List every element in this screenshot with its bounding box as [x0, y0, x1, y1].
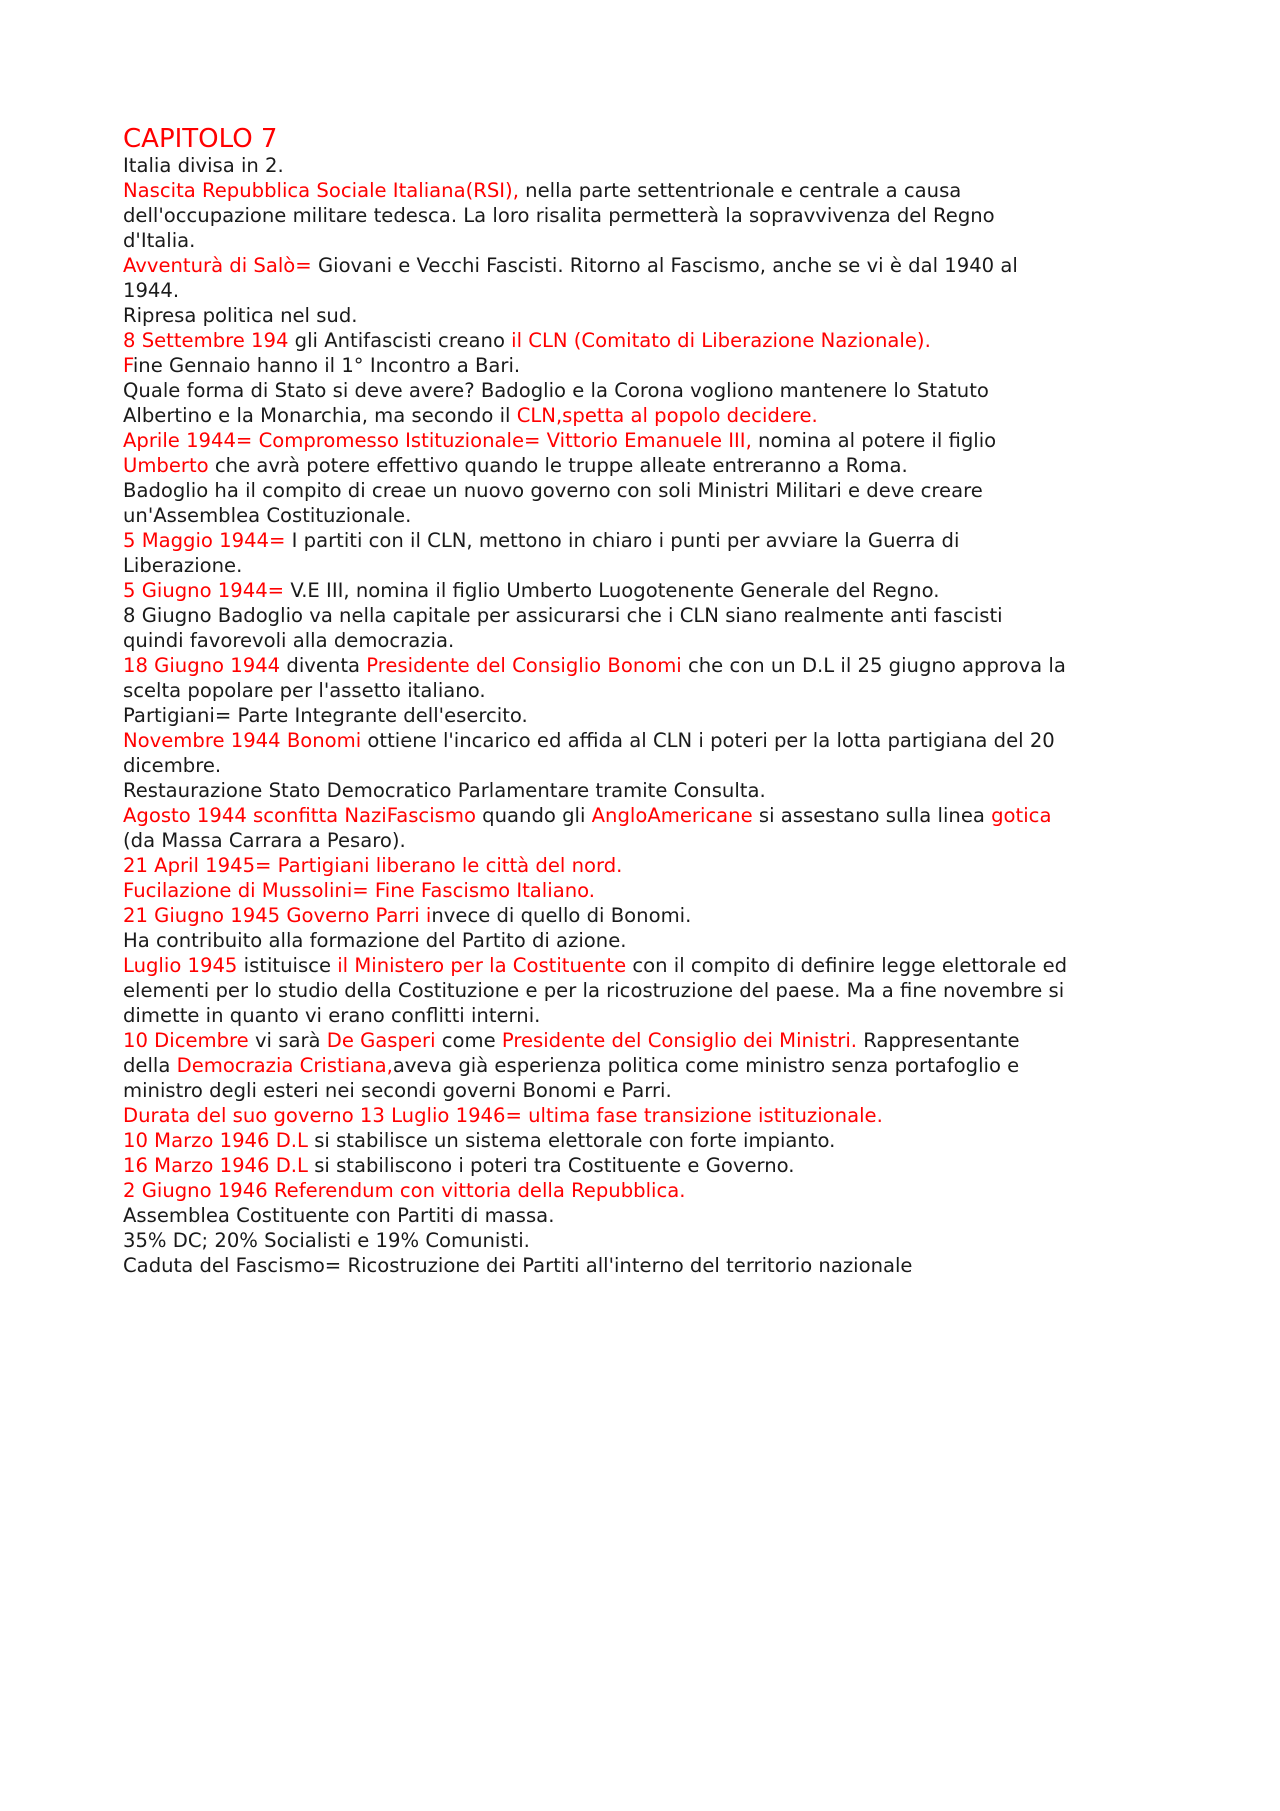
body-text: elementi per lo studio della Costituzione e per la ricostruzione del paese. Ma a fine novembre si	[123, 979, 1065, 1002]
text-line	[123, 878, 1243, 903]
text-line	[123, 778, 1243, 803]
text-line	[123, 378, 1243, 403]
body-text: un'Assemblea Costituzionale.	[123, 504, 412, 527]
text-line	[123, 1153, 1243, 1178]
highlighted-text: AngloAmericane	[591, 804, 753, 827]
text-line	[123, 203, 1243, 228]
body-text: diventa	[280, 654, 367, 677]
text-line	[123, 178, 1243, 203]
body-text: che avrà potere effettivo quando le truppe alleate entreranno a Roma.	[208, 454, 908, 477]
highlighted-text: 10 Marzo 1946 D.L	[123, 1129, 308, 1152]
body-text: d'Italia.	[123, 229, 196, 252]
text-line	[123, 1228, 1243, 1253]
body-text: dicembre.	[123, 754, 222, 777]
body-text: dell'occupazione militare tedesca. La loro risalita permetterà la sopravvivenza del Regno	[123, 204, 995, 227]
text-line	[123, 578, 1243, 603]
body-text: V.E III, nomina il figlio Umberto Luogotenente Generale del Regno.	[284, 579, 940, 602]
body-text: Assemblea Costituente con Partiti di massa.	[123, 1204, 555, 1227]
body-text: Ha contribuito alla formazione del Partito di azione.	[123, 929, 627, 952]
body-text: si stabilisce un sistema elettorale con forte impianto.	[307, 1129, 836, 1152]
highlighted-text: Agosto 1944 sconfitta NaziFascismo	[123, 804, 476, 827]
highlighted-text: Novembre 1944 Bonomi	[123, 729, 362, 752]
body-text: ottiene l'incarico ed affida al CLN i poteri per la lotta partigiana del 20	[361, 729, 1055, 752]
highlighted-text: Presidente del Consiglio Bonomi	[366, 654, 682, 677]
highlighted-text: CLN,spetta al popolo decidere.	[516, 404, 818, 427]
highlighted-text: 2 Giugno 1946 Referendum con vittoria della Repubblica.	[123, 1179, 686, 1202]
highlighted-text: Aprile 1944= Compromesso Istituzionale= Vittorio Emanuele III,	[123, 429, 752, 452]
chapter-title: CAPITOLO 7	[123, 124, 278, 154]
body-text: con il compito di definire legge elettorale ed	[626, 954, 1068, 977]
body-text: Liberazione.	[123, 554, 243, 577]
body-text: si assestano sulla linea	[752, 804, 992, 827]
text-line	[123, 278, 1243, 303]
body-text: che con un D.L il 25 giugno approva la	[681, 654, 1066, 677]
highlighted-text: il CLN (Comitato di Liberazione Nazionale).	[511, 329, 931, 352]
highlighted-text: Fucilazione di Mussolini= Fine Fascismo Italiano.	[123, 879, 595, 902]
highlighted-text: Democrazia Cristiana,	[176, 1054, 393, 1077]
highlighted-text: 5 Maggio 1944=	[123, 529, 286, 552]
body-text: Caduta del Fascismo= Ricostruzione dei Partiti all'interno del territorio nazionale	[123, 1254, 913, 1277]
body-text: Badoglio ha il compito di creae un nuovo governo con soli Ministri Militari e deve creare	[123, 479, 983, 502]
text-line	[123, 903, 1243, 928]
text-line	[123, 653, 1243, 678]
highlighted-text: Avventurà di Salò=	[123, 254, 312, 277]
body-text: della	[123, 1054, 177, 1077]
body-text: aveva già esperienza politica come ministro senza portafoglio e	[392, 1054, 1020, 1077]
text-line	[123, 228, 1243, 253]
text-line	[123, 303, 1243, 328]
highlighted-text: 18 Giugno 1944	[123, 654, 281, 677]
highlighted-text: 8 Settembre 194	[123, 329, 289, 352]
text-line	[123, 153, 1243, 178]
document-body	[123, 153, 1243, 1278]
body-text: quando gli	[475, 804, 592, 827]
text-line	[123, 628, 1243, 653]
text-line	[123, 803, 1243, 828]
body-text: ine Gennaio hanno il 1° Incontro a Bari.	[132, 354, 521, 377]
text-line	[123, 728, 1243, 753]
text-line	[123, 403, 1243, 428]
highlighted-text: Luglio 1945	[123, 954, 238, 977]
text-line	[123, 1078, 1243, 1103]
body-text: ministro degli esteri nei secondi governi Bonomi e Parri.	[123, 1079, 672, 1102]
text-line	[123, 253, 1243, 278]
text-line	[123, 978, 1243, 1003]
body-text: dimette in quanto vi erano conflitti interni.	[123, 1004, 541, 1027]
text-line	[123, 328, 1243, 353]
body-text: Quale forma di Stato si deve avere? Badoglio e la Corona vogliono mantenere lo Statuto	[123, 379, 989, 402]
text-line	[123, 703, 1243, 728]
body-text: istituisce	[237, 954, 338, 977]
text-line	[123, 678, 1243, 703]
body-text: Italia divisa in 2.	[123, 154, 284, 177]
text-line	[123, 1253, 1243, 1278]
body-text: Restaurazione Stato Democratico Parlamentare tramite Consulta.	[123, 779, 766, 802]
text-line	[123, 553, 1243, 578]
body-text: si stabiliscono i poteri tra Costituente e Governo.	[307, 1154, 795, 1177]
document-page	[123, 123, 1243, 1278]
text-line	[123, 428, 1243, 453]
body-text: gli Antifascisti creano	[288, 329, 512, 352]
highlighted-text: 5 Giugno 1944=	[123, 579, 285, 602]
body-text: nella parte settentrionale e centrale a causa	[518, 179, 962, 202]
body-text: nvece di quello di Bonomi.	[431, 904, 692, 927]
body-text: quindi favorevoli alla democrazia.	[123, 629, 455, 652]
text-line	[123, 1178, 1243, 1203]
body-text: Giovani e Vecchi Fascisti. Ritorno al Fascismo, anche se vi è dal 1940 al	[311, 254, 1018, 277]
body-text: I partiti con il CLN, mettono in chiaro i punti per avviare la Guerra di	[285, 529, 960, 552]
highlighted-text: il Ministero per la Costituente	[337, 954, 627, 977]
body-text: 8 Giugno Badoglio va nella capitale per assicurarsi che i CLN siano realmente anti fascisti	[123, 604, 1003, 627]
text-line	[123, 453, 1243, 478]
body-text: come	[435, 1029, 502, 1052]
highlighted-text: F	[123, 354, 133, 377]
text-line	[123, 1128, 1243, 1153]
highlighted-text: Nascita Repubblica Sociale Italiana(RSI),	[123, 179, 519, 202]
highlighted-text: Presidente del Consiglio dei Ministri.	[501, 1029, 857, 1052]
highlighted-text: gotica	[991, 804, 1052, 827]
text-line	[123, 828, 1243, 853]
highlighted-text: Durata del suo governo 13 Luglio 1946= ultima fase transizione istituzionale.	[123, 1104, 883, 1127]
body-text: (da Massa Carrara a Pesaro).	[123, 829, 406, 852]
text-line	[123, 528, 1243, 553]
text-line	[123, 928, 1243, 953]
text-line	[123, 1053, 1243, 1078]
text-line	[123, 478, 1243, 503]
highlighted-text: 10 Dicembre	[123, 1029, 249, 1052]
body-text: Ripresa politica nel sud.	[123, 304, 358, 327]
body-text: Albertino e la Monarchia, ma secondo il	[123, 404, 517, 427]
body-text: Rappresentante	[857, 1029, 1020, 1052]
body-text: 1944.	[123, 279, 180, 302]
body-text: scelta popolare per l'assetto italiano.	[123, 679, 486, 702]
text-line	[123, 503, 1243, 528]
text-line	[123, 853, 1243, 878]
body-text: nomina al potere il figlio	[751, 429, 997, 452]
highlighted-text: Umberto	[123, 454, 209, 477]
text-line	[123, 753, 1243, 778]
text-line	[123, 603, 1243, 628]
body-text: vi sarà	[248, 1029, 327, 1052]
highlighted-text: 21 Giugno 1945 Governo Parri i	[123, 904, 432, 927]
text-line	[123, 1103, 1243, 1128]
highlighted-text: 16 Marzo 1946 D.L	[123, 1154, 308, 1177]
text-line	[123, 1003, 1243, 1028]
body-text: 35% DC; 20% Socialisti e 19% Comunisti.	[123, 1229, 530, 1252]
highlighted-text: 21 April 1945= Partigiani liberano le città del nord.	[123, 854, 623, 877]
text-line	[123, 1203, 1243, 1228]
body-text: Partigiani= Parte Integrante dell'esercito.	[123, 704, 528, 727]
highlighted-text: De Gasperi	[326, 1029, 436, 1052]
text-line	[123, 953, 1243, 978]
text-line	[123, 353, 1243, 378]
text-line	[123, 1028, 1243, 1053]
